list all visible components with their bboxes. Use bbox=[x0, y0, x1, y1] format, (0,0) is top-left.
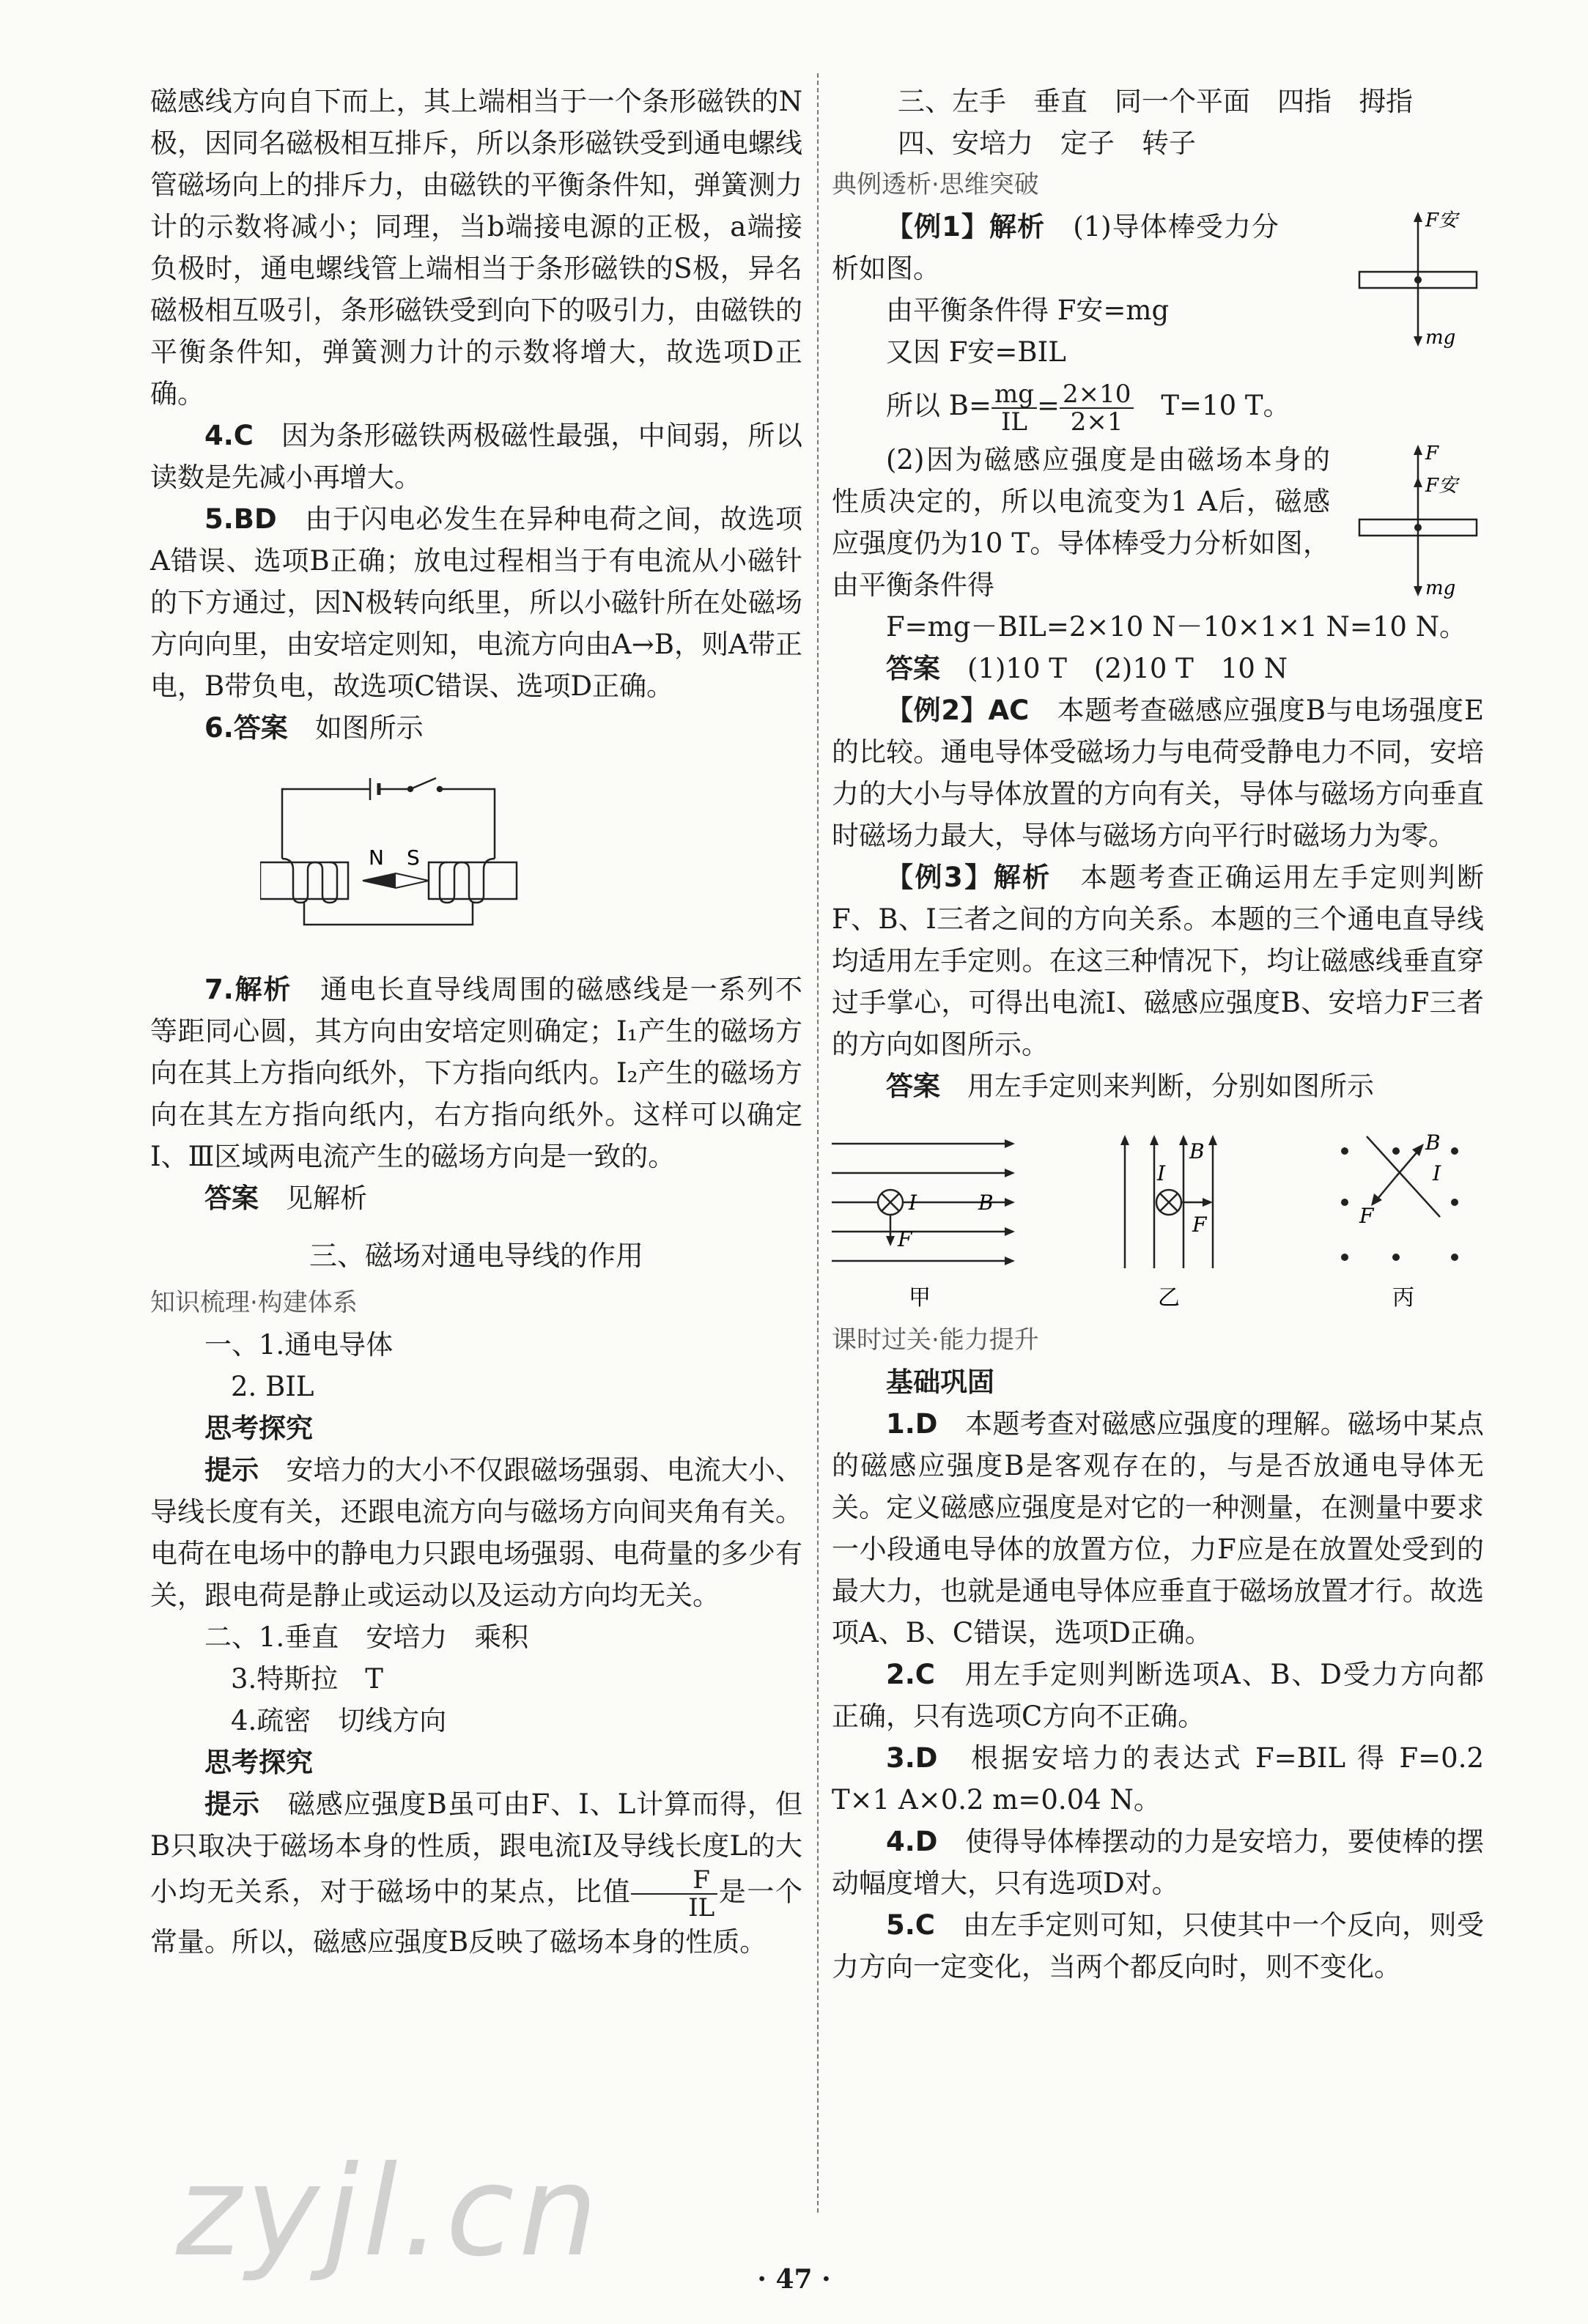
label-s: S bbox=[407, 845, 420, 870]
section-title: 三、磁场对通电导线的作用 bbox=[309, 1240, 643, 1272]
example-3-answer: 答案 用左手定则来判断，分别如图所示 bbox=[886, 1070, 1374, 1102]
svg-text:B: B bbox=[1425, 1130, 1441, 1155]
tip-1: 提示 安培力的大小不仅跟磁场强弱、电流大小、导线长度有关，还跟电流方向与磁场方向间夹角有关。电荷在电场中的静电力只跟电场强弱、电荷量的多少有关，跟电荷是静止或运动以及运动方向均无关。 bbox=[150, 1454, 803, 1611]
figure-yi bbox=[1110, 1129, 1242, 1312]
label-mg: mg bbox=[1425, 327, 1456, 349]
svg-text:B: B bbox=[1189, 1139, 1205, 1163]
example-1-part-2: (2)因为磁感应强度是由磁场本身的性质决定的，所以电流变为1 A后，磁感应强度仍为10 T。导体棒受力分析如图，由平衡条件得 F F安 mg bbox=[832, 439, 1484, 606]
page-number: · 47 · bbox=[757, 2264, 831, 2295]
example-1-calc: F=mg－BIL=2×10 N－10×1×1 N=10 N。 bbox=[886, 611, 1467, 643]
example-3-figures bbox=[832, 1129, 1484, 1312]
caption-jia: 甲 bbox=[909, 1285, 931, 1311]
think-heading-1: 思考探究 bbox=[204, 1413, 313, 1444]
example-1-part-1: 【例1】解析 (1)导体棒受力分析如图。 由平衡条件得 F安=mg 又因 F安=BIL F安 mg bbox=[832, 206, 1484, 373]
svg-text:F: F bbox=[1192, 1213, 1207, 1237]
right-column bbox=[832, 81, 1484, 1988]
knowledge-3: 二、1.垂直 安培力 乘积 bbox=[204, 1621, 529, 1653]
answer-line-2: 四、安培力 定子 转子 bbox=[898, 127, 1196, 159]
knowledge-1: 一、1.通电导体 bbox=[204, 1329, 394, 1361]
circuit-figure bbox=[260, 771, 524, 939]
label-f-an-2: F安 bbox=[1425, 475, 1458, 497]
label-mg-2: mg bbox=[1425, 577, 1456, 599]
figure-jia bbox=[832, 1129, 1030, 1312]
examples-heading: 典例透析·思维突破 bbox=[832, 170, 1039, 199]
think-heading-2: 思考探究 bbox=[204, 1747, 313, 1778]
label-f-an: F安 bbox=[1425, 210, 1458, 232]
fraction-f-il: $\frac{F}{IL}$ bbox=[631, 1867, 717, 1921]
label-n: N bbox=[369, 845, 384, 870]
answer-6: 6.答案 如图所示 bbox=[204, 712, 424, 744]
caption-bing: 丙 bbox=[1392, 1285, 1414, 1311]
practice-1: 1.D 本题考查对磁感应强度的理解。磁场中某点的磁感应强度B是客观存在的，与是否放通电导体无关。定义磁感应强度是对它的一种测量，在测量中要求一小段通电导体的放置方位，力F应是在放置处受到的最大力，也就是通电导体应垂直于磁场放置才行。故选项A、B、C错误，选项D正确。 bbox=[832, 1408, 1485, 1648]
answer-line-1: 三、左手 垂直 同一个平面 四指 拇指 bbox=[898, 86, 1413, 117]
answer-4: 4.C 因为条形磁铁两极磁性最强，中间弱，所以读数是先减小再增大。 bbox=[150, 420, 803, 493]
example-2: 【例2】AC 本题考查磁感应强度B与电场强度E的比较。通电导体受磁场力与电荷受静电力不同，安培力的大小与导体放置的方向有关，导体与磁场方向垂直时磁场力最大，导体与磁场方向平行时磁场力为零。 bbox=[832, 695, 1484, 851]
svg-text:I: I bbox=[909, 1191, 917, 1215]
practice-heading: 课时过关·能力提升 bbox=[832, 1325, 1039, 1355]
knowledge-4: 3.特斯拉 T bbox=[231, 1663, 383, 1695]
knowledge-5: 4.疏密 切线方向 bbox=[231, 1705, 447, 1736]
answer-5: 5.BD 由于闪电必发生在异种电荷之间，故选项A错误、选项B正确；放电过程相当于有电流从小磁针的下方通过，因N极转向纸里，所以小磁针所在处磁场方向向里，由安培定则知，电流方向由A→B，则A带正电，B带负电，故选项C错误、选项D正确。 bbox=[150, 503, 803, 702]
caption-yi: 乙 bbox=[1158, 1285, 1180, 1311]
svg-text:I: I bbox=[1157, 1161, 1166, 1185]
column-divider bbox=[817, 73, 819, 2213]
example-3: 【例3】解析 本题考查正确运用左手定则判断F、B、I三者之间的方向关系。本题的三个通电直导线均适用左手定则。在这三种情况下，均让磁感线垂直穿过手掌心，可得出电流I、磁感应强度B、安培力F三者的方向如图所示。 bbox=[832, 862, 1485, 1060]
knowledge-2: 2. BIL bbox=[231, 1371, 314, 1402]
practice-4: 4.D 使得导体棒摆动的力是安培力，要使棒的摆动幅度增大，只有选项D对。 bbox=[832, 1826, 1485, 1899]
answer-7-result: 答案 见解析 bbox=[204, 1183, 367, 1214]
practice-2: 2.C 用左手定则判断选项A、B、D受力方向都正确，只有选项C方向不正确。 bbox=[832, 1659, 1485, 1732]
svg-text:F: F bbox=[1359, 1204, 1374, 1228]
left-column bbox=[150, 81, 802, 1963]
example-1-formula: 所以 B= $\frac{mg}{IL}$ = $\frac{2\times 10}{2\times 1}$ T=10 T。 bbox=[886, 379, 1290, 437]
example-1-answer: 答案 (1)10 T (2)10 T 10 N bbox=[886, 653, 1288, 684]
force-figure-2 bbox=[1352, 439, 1484, 607]
basic-heading: 基础巩固 bbox=[886, 1366, 994, 1398]
force-figure-1 bbox=[1352, 206, 1484, 352]
svg-text:B: B bbox=[978, 1191, 994, 1215]
answer-7: 7.解析 通电长直导线周围的磁感线是一系列不等距同心圆，其方向由安培定则确定；I₁产生的磁场方向在其上方指向纸外，下方指向纸内。I₂产生的磁场方向在其左方指向纸内，右方指向纸外。这样可以确定Ⅰ、Ⅲ区域两电流产生的磁场方向是一致的。 bbox=[150, 974, 803, 1172]
svg-text:I: I bbox=[1433, 1161, 1441, 1185]
tip-2: 提示 磁感应强度B虽可由F、I、L计算而得，但B只取决于磁场本身的性质，跟电流I及导线长度L的大小均无关系，对于磁场中的某点，比值 $\frac{F}{IL}$ 是一个常量。所以，磁感应强度B反映了磁场本身的性质。 bbox=[150, 1788, 803, 1958]
label-f: F bbox=[1425, 443, 1439, 465]
watermark: zyjl.cn bbox=[176, 2139, 602, 2284]
knowledge-heading: 知识梳理·构建体系 bbox=[150, 1288, 358, 1317]
continued-text: 磁感线方向自下而上，其上端相当于一个条形磁铁的N极，因同名磁极相互排斥，所以条形磁铁受到通电螺线管磁场向上的排斥力，由磁铁的平衡条件知，弹簧测力计的示数将减小；同理，当b端接电源的正极，a端接负极时，通电螺线管上端相当于条形磁铁的S极，异名磁极相互吸引，条形磁铁受到向下的吸引力，由磁铁的平衡条件知，弹簧测力计的示数将增大，故选项D正确。 bbox=[150, 86, 802, 410]
svg-text:F: F bbox=[898, 1227, 912, 1251]
practice-3: 3.D 根据安培力的表达式 F=BIL 得 F=0.2 T×1 A×0.2 m=0.04 N。 bbox=[832, 1742, 1484, 1816]
figure-bing bbox=[1323, 1129, 1484, 1312]
practice-5: 5.C 由左手定则可知，只使其中一个反向，则受力方向一定变化，当两个都反向时，则不变化。 bbox=[832, 1909, 1485, 1983]
